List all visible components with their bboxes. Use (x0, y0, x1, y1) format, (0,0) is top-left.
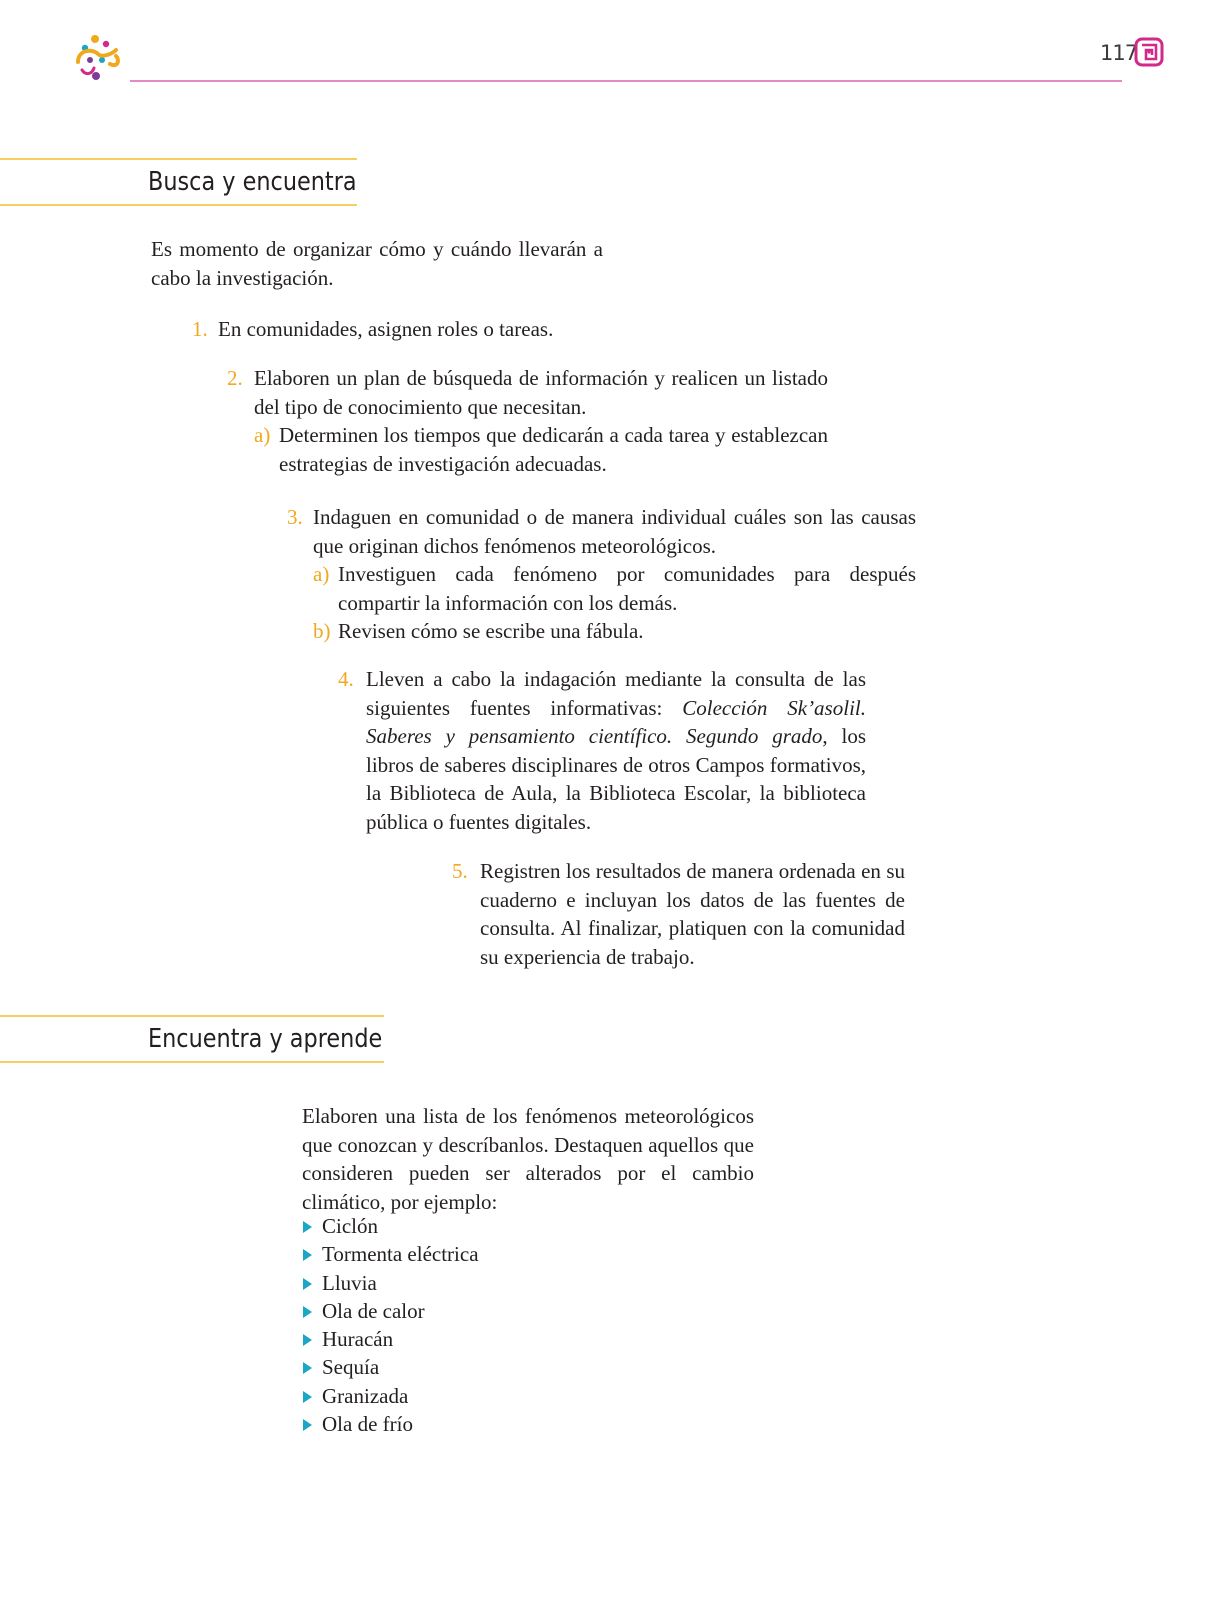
list-item (302, 1240, 479, 1268)
list-item (227, 364, 828, 478)
list-item (452, 857, 905, 971)
section-header (0, 1015, 384, 1063)
sub-item (254, 421, 828, 478)
sub-item-text: Determinen los tiempos que dedicarán a cada tarea y establezcan estrategias de investigación adecuadas. (279, 423, 828, 476)
sub-item-label: b) (313, 619, 331, 643)
sub-item (313, 617, 916, 646)
bullet-text: Ciclón (322, 1214, 378, 1238)
list-item (302, 1269, 479, 1297)
bullet-triangle-icon (303, 1221, 312, 1233)
list-item (302, 1325, 479, 1353)
list-item (302, 1297, 479, 1325)
item-text: Indaguen en comunidad o de manera individual cuáles son las causas que originan dichos fenómenos meteorológicos. (313, 505, 916, 558)
item-number: 1. (192, 317, 208, 341)
header-rule (130, 80, 1122, 82)
item-text: Registren los resultados de manera ordenada en su cuaderno e incluyan los datos de las fuentes de consulta. Al finalizar, platiquen con la comunidad su experiencia de trabajo. (480, 859, 905, 969)
section-title: Busca y encuentra (148, 167, 357, 197)
item-text: Elaboren un plan de búsqueda de información y realicen un listado del tipo de conocimiento que necesitan. (254, 366, 828, 419)
item-number: 5. (452, 859, 468, 883)
page-number: 117 (1100, 41, 1138, 65)
list-item (338, 665, 866, 836)
bullet-triangle-icon (303, 1278, 312, 1290)
item-number: 4. (338, 667, 354, 691)
item-number: 3. (287, 505, 303, 529)
intro-paragraph: Es momento de organizar cómo y cuándo llevarán a cabo la investigación. (151, 237, 603, 290)
section-rule-bottom (0, 1061, 384, 1063)
bullet-triangle-icon (303, 1249, 312, 1261)
section-rule-bottom (0, 204, 357, 206)
list-item (302, 1212, 479, 1240)
list-item (287, 503, 916, 646)
bullet-triangle-icon (303, 1334, 312, 1346)
bullet-triangle-icon (303, 1306, 312, 1318)
sub-item-label: a) (313, 562, 330, 586)
sub-item-text: Investiguen cada fenómeno por comunidades para después compartir la información con los demás. (338, 562, 916, 615)
bullet-text: Granizada (322, 1383, 409, 1408)
magenta-glyph-icon (1134, 37, 1164, 67)
item-text-plain-end: , los libros de saberes disciplinares de otros Campos formativos, la Biblioteca de Aula, la Biblioteca Escolar, la biblioteca pública o fuentes digitales. (366, 724, 866, 834)
section-header (0, 158, 357, 206)
item-number: 2. (227, 366, 243, 390)
bullet-triangle-icon (303, 1419, 312, 1431)
sub-item (313, 560, 916, 617)
sub-item-label: a) (254, 423, 271, 447)
bullet-text: Sequía (322, 1355, 380, 1380)
dots-figure-logo-icon (72, 30, 128, 86)
item-text: En comunidades, asignen roles o tareas. (218, 317, 554, 341)
list-item (192, 315, 838, 344)
bullet-triangle-icon (303, 1362, 312, 1374)
bullet-text: Lluvia (322, 1270, 377, 1295)
phenomena-list (302, 1212, 479, 1438)
list-item (302, 1353, 479, 1381)
bullet-triangle-icon (303, 1391, 312, 1403)
item-text-italic-title: Colección Sk’asolil. Saberes y pensamiento científico. Segundo grado (366, 695, 866, 748)
section-title: Encuentra y aprende (148, 1024, 383, 1054)
list-item (302, 1382, 479, 1410)
bullet-text: Tormenta eléctrica (322, 1242, 479, 1267)
bullet-text: Huracán (322, 1327, 394, 1352)
sub-item-text: Revisen cómo se escribe una fábula. (338, 619, 644, 643)
list-item (302, 1410, 479, 1438)
intro-paragraph: Elaboren una lista de los fenómenos meteorológicos que conozcan y descríbanlos. Destaquen aquellos que consideren pueden ser alterados por el cambio climático, por ejemplo: (302, 1104, 754, 1214)
bullet-text: Ola de calor (322, 1298, 425, 1323)
item-text-plain: Lleven a cabo la indagación mediante la consulta de las siguientes fuentes informativas: (366, 667, 866, 720)
bullet-text: Ola de frío (322, 1412, 413, 1437)
item-text (366, 665, 866, 836)
